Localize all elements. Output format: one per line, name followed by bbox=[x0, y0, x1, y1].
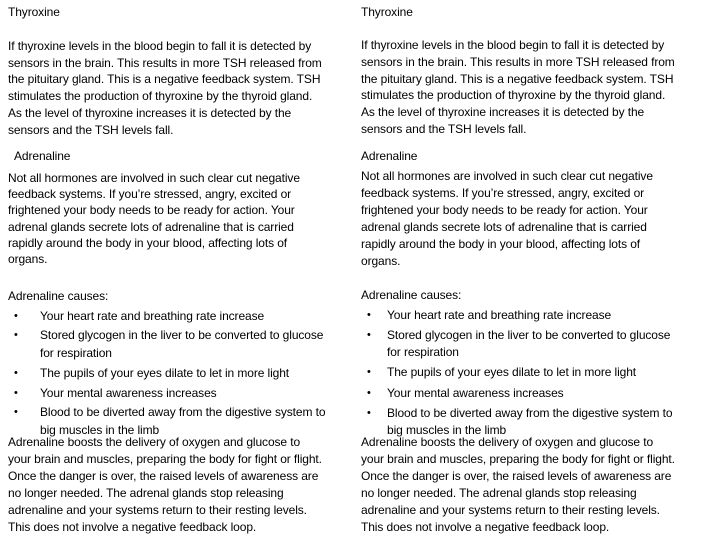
closing-paragraph-line: your brain and muscles, preparing the body for fight or flight. bbox=[361, 452, 675, 466]
thyroxine-paragraph-line: As the level of thyroxine increases it is detected by the bbox=[361, 105, 645, 120]
bullet-icon: • bbox=[367, 407, 371, 419]
thyroxine-paragraph-line: If thyroxine levels in the blood begin to fall it is detected by bbox=[8, 39, 312, 53]
cause-list-item-line: The pupils of your eyes dilate to let in more light bbox=[387, 365, 637, 379]
section-heading-adrenaline: Adrenaline bbox=[14, 149, 71, 163]
closing-paragraph-line: Adrenaline boosts the delivery of oxygen and glucose to bbox=[8, 435, 301, 449]
cause-list-item-line: Your mental awareness increases bbox=[387, 386, 564, 400]
thyroxine-paragraph-line: sensors in the brain. This results in more TSH released from bbox=[361, 54, 675, 69]
closing-paragraph-line: adrenaline and your systems return to their resting levels. bbox=[361, 503, 660, 517]
closing-paragraph-line: Once the danger is over, the raised levels of awareness are bbox=[8, 469, 319, 483]
thyroxine-paragraph-line: the pituitary gland. This is a negative feedback system. TSH bbox=[8, 72, 321, 87]
closing-paragraph-line: no longer needed. The adrenal glands stop releasing bbox=[8, 486, 284, 500]
adrenaline-paragraph-line: rapidly around the body in your blood, affecting lots of bbox=[361, 237, 641, 251]
thyroxine-paragraph-line: the pituitary gland. This is a negative feedback system. TSH bbox=[361, 71, 674, 86]
adrenaline-paragraph-line: Not all hormones are involved in such clear cut negative bbox=[361, 169, 653, 183]
closing-paragraph-line: Adrenaline boosts the delivery of oxygen and glucose to bbox=[361, 435, 654, 449]
bullet-icon: • bbox=[14, 367, 18, 379]
adrenaline-paragraph-line: adrenal glands secrete lots of adrenaline that is carried bbox=[8, 219, 294, 234]
section-heading-adrenaline: Adrenaline bbox=[361, 149, 418, 163]
adrenaline-paragraph-line: Not all hormones are involved in such clear cut negative bbox=[8, 171, 300, 185]
bullet-icon: • bbox=[14, 387, 18, 399]
thyroxine-paragraph-line: sensors and the TSH levels fall. bbox=[361, 122, 527, 136]
adrenaline-paragraph-line: adrenal glands secrete lots of adrenaline that is carried bbox=[361, 220, 647, 234]
thyroxine-paragraph-line: As the level of thyroxine increases it is detected by the bbox=[8, 105, 292, 120]
bullet-icon: • bbox=[14, 310, 18, 322]
cause-list-item-line: big muscles in the limb bbox=[40, 423, 160, 437]
cause-list-item-line: Blood to be diverted away from the digestive system to bbox=[387, 406, 673, 420]
bullet-icon: • bbox=[367, 309, 371, 321]
closing-paragraph-line: This does not involve a negative feedback loop. bbox=[8, 520, 257, 534]
thyroxine-paragraph-line: stimulates the production of thyroxine by the thyroid gland. bbox=[361, 88, 666, 103]
cause-list-item-line: big muscles in the limb bbox=[387, 423, 507, 437]
bullet-icon: • bbox=[367, 387, 371, 399]
closing-paragraph-line: your brain and muscles, preparing the body for fight or flight. bbox=[8, 452, 322, 466]
adrenaline-paragraph-line: feedback systems. If you’re stressed, angry, excited or bbox=[8, 187, 292, 202]
cause-list-item-line: Blood to be diverted away from the digestive system to bbox=[40, 405, 326, 419]
adrenaline-paragraph-line: organs. bbox=[8, 252, 48, 266]
closing-paragraph-line: adrenaline and your systems return to their resting levels. bbox=[8, 503, 307, 517]
cause-list-item-line: Your heart rate and breathing rate increase bbox=[387, 308, 612, 322]
thyroxine-paragraph-line: sensors and the TSH levels fall. bbox=[8, 122, 174, 137]
closing-paragraph-line: Once the danger is over, the raised levels of awareness are bbox=[361, 469, 672, 483]
bullet-icon: • bbox=[14, 406, 18, 418]
closing-paragraph-line: This does not involve a negative feedback loop. bbox=[361, 520, 610, 534]
thyroxine-paragraph-line: sensors in the brain. This results in more TSH released from bbox=[8, 55, 322, 70]
causes-heading: Adrenaline causes: bbox=[361, 288, 462, 302]
cause-list-item-line: Stored glycogen in the liver to be converted to glucose bbox=[40, 328, 324, 342]
cause-list-item-line: Your heart rate and breathing rate increase bbox=[40, 309, 265, 323]
causes-heading: Adrenaline causes: bbox=[8, 289, 109, 303]
section-title-thyroxine: Thyroxine bbox=[361, 5, 413, 19]
cause-list-item-line: for respiration bbox=[387, 345, 459, 359]
left-column bbox=[8, 0, 363, 540]
thyroxine-paragraph-line: If thyroxine levels in the blood begin to fall it is detected by bbox=[361, 38, 665, 52]
bullet-icon: • bbox=[367, 329, 371, 341]
bullet-icon: • bbox=[367, 366, 371, 378]
cause-list-item-line: Stored glycogen in the liver to be converted to glucose bbox=[387, 328, 671, 342]
adrenaline-paragraph-line: feedback systems. If you’re stressed, angry, excited or bbox=[361, 186, 645, 200]
cause-list-item-line: The pupils of your eyes dilate to let in more light bbox=[40, 366, 290, 380]
cause-list-item-line: Your mental awareness increases bbox=[40, 386, 217, 400]
adrenaline-paragraph-line: rapidly around the body in your blood, affecting lots of bbox=[8, 235, 288, 250]
right-column bbox=[361, 0, 716, 540]
bullet-icon: • bbox=[14, 329, 18, 341]
thyroxine-paragraph-line: stimulates the production of thyroxine by the thyroid gland. bbox=[8, 89, 313, 104]
adrenaline-paragraph-line: frightened your body needs to be ready for action. Your bbox=[361, 203, 648, 217]
adrenaline-paragraph-line: organs. bbox=[361, 254, 401, 268]
section-title-thyroxine: Thyroxine bbox=[8, 5, 60, 19]
closing-paragraph-line: no longer needed. The adrenal glands stop releasing bbox=[361, 486, 637, 500]
adrenaline-paragraph-line: frightened your body needs to be ready for action. Your bbox=[8, 203, 295, 218]
cause-list-item-line: for respiration bbox=[40, 346, 112, 360]
